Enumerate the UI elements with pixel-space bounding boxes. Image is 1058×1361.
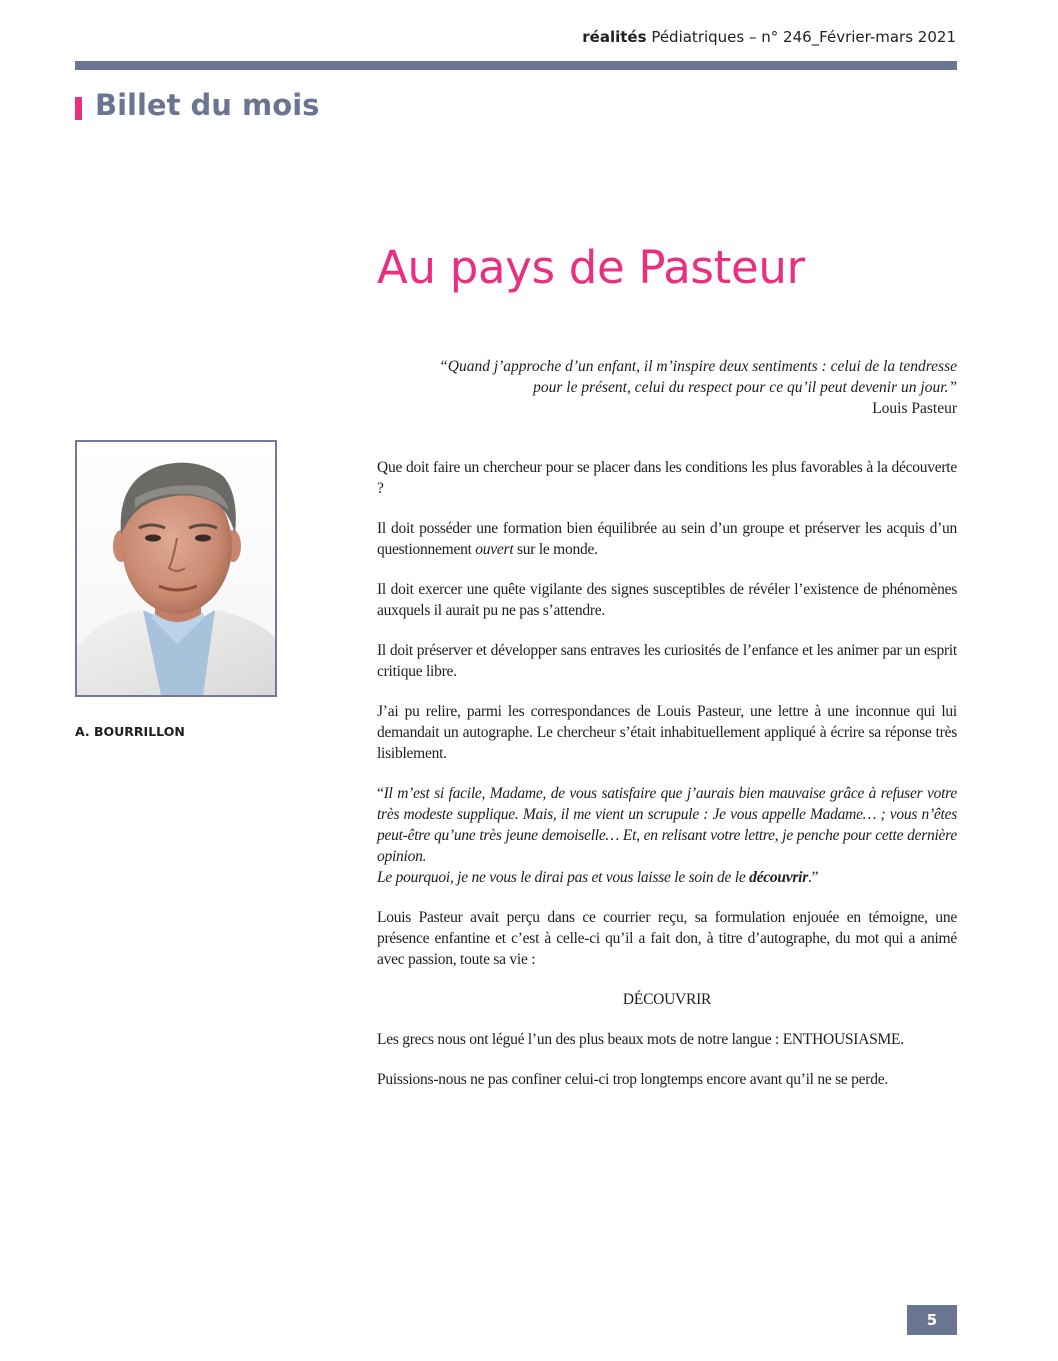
paragraph: Louis Pasteur avait perçu dans ce courrier reçu, sa formulation enjouée en témoigne, une présence enfantine et c’est à celle-ci qu’il a fait don, à titre d’autographe, du mot qui a animé avec passion, toute sa vie : bbox=[377, 909, 957, 968]
author-photo bbox=[75, 440, 277, 697]
section-title: Billet du mois bbox=[95, 88, 320, 122]
epigraph-line-2: pour le présent, celui du respect pour ce qu’il peut devenir un jour.” bbox=[533, 379, 957, 396]
letter-bold-word: découvrir bbox=[749, 869, 808, 886]
paragraph: Il doit exercer une quête vigilante des signes susceptibles de révéler l’existence de phénomènes auxquels il aurait pu ne pas s’attendre. bbox=[377, 581, 957, 619]
author-name: A. BOURRILLON bbox=[75, 724, 185, 739]
journal-header bbox=[582, 28, 956, 46]
emphasis-word: ouvert bbox=[475, 541, 514, 558]
letter-text: Il m’est si facile, Madame, de vous satisfaire que j’aurais bien mauvaise grâce à refuser votre très modeste supplique. Mais, il me vient un scrupule : Je vous appelle Madame… ; vous n’êtes peut-être qu’une très jeune demoiselle… Et, en relisant votre lettre, je penche pour cette dernière opinion. bbox=[377, 785, 957, 865]
header-rule bbox=[75, 61, 957, 70]
article-body bbox=[377, 457, 957, 1109]
paragraph: Il doit préserver et développer sans entraves les curiosités de l’enfance et les animer par un esprit critique libre. bbox=[377, 642, 957, 680]
article-title: Au pays de Pasteur bbox=[377, 241, 805, 294]
keyword-line: DÉCOUVRIR bbox=[622, 991, 712, 1008]
letter-text: Le pourquoi, je ne vous le dirai pas et vous laisse le soin de le bbox=[377, 869, 750, 886]
paragraph: Que doit faire un chercheur pour se placer dans les conditions les plus favorables à la découverte ? bbox=[377, 459, 957, 497]
paragraph: J’ai pu relire, parmi les correspondances de Louis Pasteur, une lettre à une inconnue qui lui demandait un autographe. Le chercheur s’était inhabituellement appliqué à écrire sa réponse très lisiblement. bbox=[377, 703, 957, 762]
journal-brand: réalités bbox=[582, 28, 647, 46]
paragraph: Les grecs nous ont légué l’un des plus beaux mots de notre langue : ENTHOUSIASME. bbox=[377, 1031, 904, 1048]
page-number: 5 bbox=[907, 1305, 957, 1335]
paragraph: Il doit posséder une formation bien équilibrée au sein d’un groupe et préserver les acquis d’un questionnement ouvert sur le monde. bbox=[377, 520, 957, 558]
paragraph: Puissions-nous ne pas confiner celui-ci trop longtemps encore avant qu’il ne se perde. bbox=[377, 1071, 888, 1088]
epigraph-attribution: Louis Pasteur bbox=[872, 400, 957, 417]
epigraph bbox=[377, 356, 957, 419]
epigraph-line-1: “Quand j’approche d’un enfant, il m’inspire deux sentiments : celui de la tendresse bbox=[439, 358, 957, 375]
journal-issue: Pédiatriques – n° 246_Février-mars 2021 bbox=[651, 28, 956, 46]
section-accent-marker bbox=[75, 97, 82, 120]
pasteur-letter-quote: “Il m’est si facile, Madame, de vous satisfaire que j’aurais bien mauvaise grâce à refuser votre très modeste supplique. Mais, il me vient un scrupule : Je vous appelle Madame… ; vous n’êtes peut-être qu’une très jeune demoiselle… Et, en relisant votre lettre, je penche pour cette dernière opinion. Le pourquoi, je ne vous le dirai pas et vous laisse le soin de le découvrir.” bbox=[377, 785, 957, 886]
